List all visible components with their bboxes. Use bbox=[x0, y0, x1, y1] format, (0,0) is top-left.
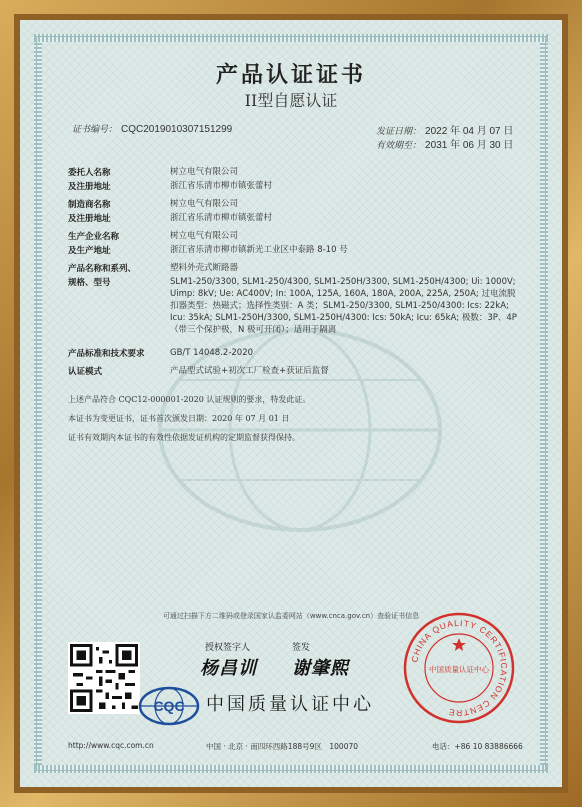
footer-phone: 电话：+86 10 83886666 bbox=[432, 742, 523, 751]
field-value: 浙江省乐清市柳市镇张蕾村 bbox=[170, 181, 273, 191]
cert-number bbox=[72, 122, 232, 135]
statement-line: 上述产品符合 CQC12-000001-2020 认证规则的要求，特发此证。 bbox=[68, 395, 311, 404]
logo-text: CQC bbox=[153, 698, 185, 714]
seal-center-text: 中国质量认证中心 bbox=[429, 665, 489, 674]
field-label: 规格、型号 bbox=[68, 278, 111, 288]
seal-ring-text: CHINA QUALITY CERTIFICATION CENTRE bbox=[409, 617, 510, 719]
valid-date bbox=[376, 136, 513, 151]
cert-number-value: CQC2019010307151299 bbox=[121, 124, 233, 135]
signer-signature: 杨昌训 bbox=[200, 658, 257, 679]
field-value: SLM1-250/3300, SLM1-250/4300, SLM1-250H/3300, SLM1-250H/4300; Ui: 1000V; Uimp: 8kV; Ue: AC400V; In: 100A, 125A, 160A, 180A, 200A, 225A, 250A; 过电流脱扣器类型：热磁式；选择性类别：A 类；SLM1-250/3300, SLM1-250/4300: Ics: 22kA; Icu: 35kA; SLM1-250H/3300, SLM1-250H/4300: Ics: 50kA; Icu: 65kA; 极数：3P、4P（带三个保护极，N 极可开闭）；适用于隔离 bbox=[170, 277, 517, 335]
statement-line: 本证书为变更证书，证书首次颁发日期：2020 年 07 月 01 日 bbox=[68, 414, 290, 423]
issuing-organization: 中国质量认证中心 bbox=[206, 694, 374, 715]
field-value: 浙江省乐清市柳市镇张蕾村 bbox=[170, 213, 273, 223]
field-value: 树立电气有限公司 bbox=[170, 167, 239, 177]
valid-date-label: 有效期至： bbox=[376, 141, 422, 151]
issue-date bbox=[376, 122, 513, 137]
valid-date-value: 2031 年 06 月 30 日 bbox=[425, 140, 514, 151]
field-label: 委托人名称 bbox=[68, 168, 111, 178]
cert-number-label: 证书编号： bbox=[72, 125, 118, 135]
field-label: 认证模式 bbox=[68, 367, 103, 377]
footer-website: http://www.cqc.com.cn bbox=[68, 741, 154, 750]
certificate-paper bbox=[20, 20, 562, 787]
certificate-title: 产品认证证书 bbox=[215, 63, 366, 88]
qr-code-icon bbox=[70, 644, 138, 712]
qr-code bbox=[68, 642, 140, 714]
field-label: 生产企业名称 bbox=[68, 232, 120, 242]
field-label: 及注册地址 bbox=[68, 214, 111, 224]
issuer-signature: 谢肇熙 bbox=[292, 658, 349, 679]
statement-line: 证书有效期内本证书的有效性依据发证机构的定期监督获得保持。 bbox=[68, 433, 300, 442]
field-label: 制造商名称 bbox=[68, 200, 111, 210]
field-label: 及注册地址 bbox=[68, 182, 111, 192]
field-label: 产品标准和技术要求 bbox=[68, 349, 145, 359]
field-value: 塑料外壳式断路器 bbox=[170, 263, 239, 273]
field-value: GB/T 14048.2-2020 bbox=[170, 348, 254, 358]
field-label: 产品名称和系列、 bbox=[68, 264, 137, 274]
signer-label: 授权签字人 bbox=[205, 643, 251, 653]
field-value: 树立电气有限公司 bbox=[170, 231, 239, 241]
issue-date-label: 发证日期： bbox=[376, 127, 422, 137]
issuer-label: 签发 bbox=[292, 643, 311, 653]
field-value: 树立电气有限公司 bbox=[170, 199, 239, 209]
field-value: 产品型式试验+初次工厂检查+获证后监督 bbox=[170, 366, 329, 376]
issue-date-value: 2022 年 04 月 07 日 bbox=[425, 126, 514, 137]
certificate-subtitle: II型自愿认证 bbox=[244, 91, 338, 110]
field-value: 浙江省乐清市柳市镇新光工业区中泰路 8-10 号 bbox=[170, 245, 348, 255]
footer-address: 中国 · 北京 · 南四环西路188号9区 100070 bbox=[206, 742, 359, 751]
qr-verification-note: 可通过扫描下方二维码或登录国家认监委网站（www.cnca.gov.cn）查验证书信息 bbox=[162, 612, 420, 620]
official-seal-icon bbox=[403, 612, 515, 724]
field-label: 及生产地址 bbox=[68, 246, 111, 256]
cqc-logo-icon bbox=[138, 686, 200, 726]
